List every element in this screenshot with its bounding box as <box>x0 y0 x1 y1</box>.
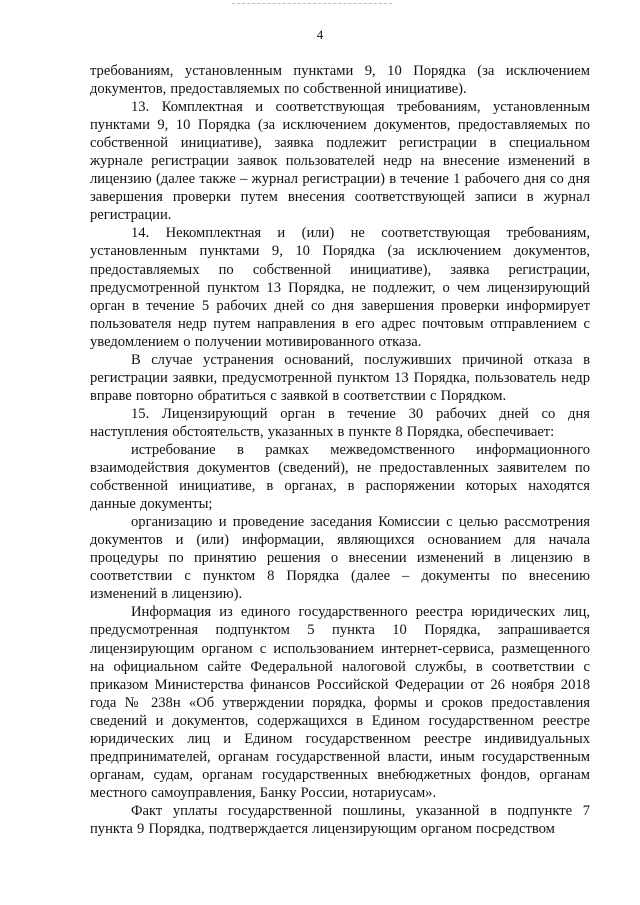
page-number: 4 <box>316 27 324 42</box>
paragraph-commission-meeting: организацию и проведение заседания Комиссии с целью рассмотрения документов и (или) информации, являющихся основанием для начала процедуры по принятию решения о внесении изменений в лицензию в соответствии с пунктом 8 Порядка (далее – документы по внесению изменений в лицензию). <box>90 514 590 603</box>
top-edge-rule <box>232 3 392 4</box>
document-body <box>90 62 590 838</box>
paragraph-continuation: требованиям, установленным пунктами 9, 10 Порядка (за исключением документов, предоставляемых по собственной инициативе). <box>90 63 590 98</box>
paragraph-item-13: 13. Комплектная и соответствующая требованиям, установленным пунктами 9, 10 Порядка (за исключением документов, предоставляемых по собственной инициативе), заявка подлежит регистрации в специальном журнале регистрации заявок пользователей недр на внесение изменений в лицензию (далее также – журнал регистрации) в течение 1 рабочего дня со дня завершения проверки путем внесения соответствующей записи в журнал регистрации. <box>90 99 590 224</box>
paragraph-registry-information: Информация из единого государственного реестра юридических лиц, предусмотренная подпунктом 5 пункта 10 Порядка, запрашивается лицензирующим органом с использованием интернет-сервиса, размещенного на официальном сайте Федеральной налоговой службы, в соответствии с приказом Министерства финансов Российской Федерации от 26 ноября 2018 года № 238н «Об утверждении порядка, формы и сроков предоставления сведений и документов, содержащихся в Едином государственном реестре юридических лиц и Едином государственном реестре индивидуальных предпринимателей, органам государственной власти, иным государственным органам, судам, органам государственных внебюджетных фондов, органам местного самоуправления, Банку России, нотариусам». <box>90 604 590 801</box>
paragraph-refusal-elimination: В случае устранения оснований, послуживших причиной отказа в регистрации заявки, предусмотренной пунктом 13 Порядка, пользователь недр вправе повторно обратиться с заявкой в соответствии с Порядком. <box>90 351 590 404</box>
paragraph-state-fee: Факт уплаты государственной пошлины, указанной в подпункте 7 пункта 9 Порядка, подтверждается лицензирующим органом посредством <box>90 802 590 837</box>
paragraph-request-documents: истребование в рамках межведомственного информационного взаимодействия документов (сведений), не предоставленных заявителем по собственной инициативе, в органах, в распоряжении которых находятся данные документы; <box>90 441 590 513</box>
paragraph-item-15: 15. Лицензирующий орган в течение 30 рабочих дней со дня наступления обстоятельств, указанных в пункте 8 Порядка, обеспечивает: <box>90 405 590 440</box>
paragraph-item-14: 14. Некомплектная и (или) не соответствующая требованиям, установленным пунктами 9, 10 Порядка (за исключением документов, предоставляемых по собственной инициативе), заявка регистрации, предусмотренной пунктом 13 Порядка, не подлежит, о чем лицензирующий орган в течение 5 рабочих дней со дня завершения проверки информирует пользователя недр путем направления в его адрес почтовым отправлением с уведомлением о получении мотивированного отказа. <box>90 225 590 350</box>
